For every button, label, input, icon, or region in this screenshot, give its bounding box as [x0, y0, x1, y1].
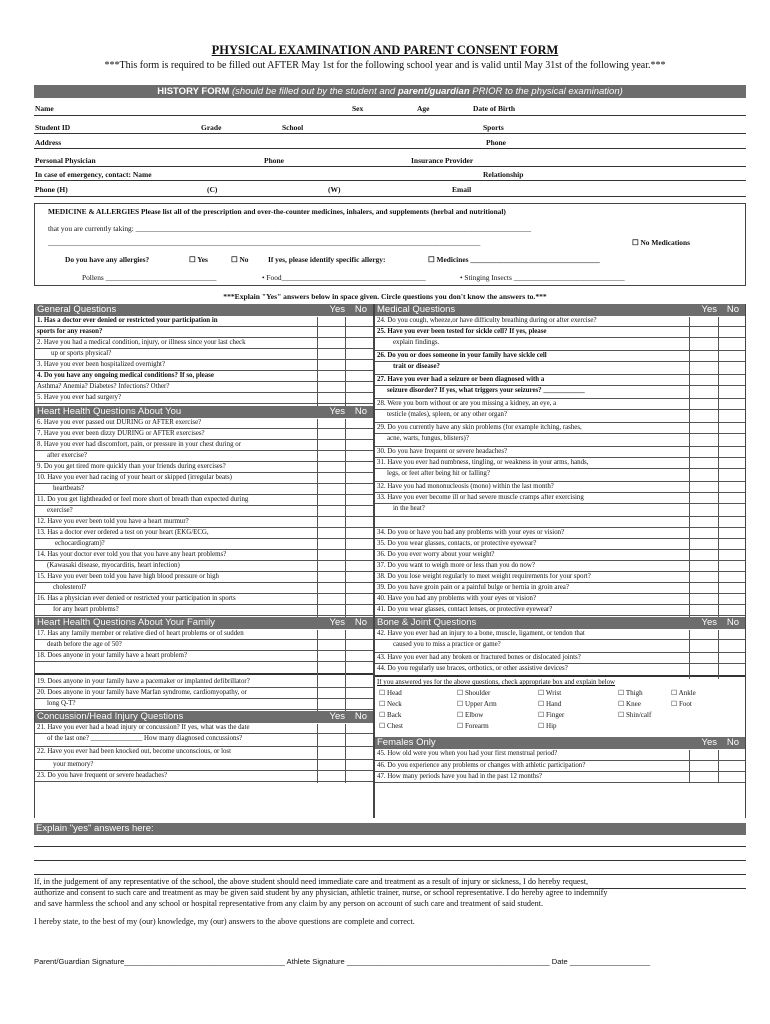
q1-row-cont[interactable]: sports for any reason?: [35, 328, 373, 338]
q22-row-cont[interactable]: your memory?: [35, 761, 373, 771]
q31-row[interactable]: 31. Have you ever had numbness, tingling, or weakness in your arms, hands,: [375, 459, 745, 469]
elbow-checkbox[interactable]: ☐ Elbow: [457, 711, 484, 719]
q25-row[interactable]: 25. Have you ever been tested for sickle cell? If yes, please: [375, 328, 745, 338]
phone-cell-label: (C): [207, 185, 218, 194]
q22-row[interactable]: 22. Have you ever had been knocked out, become unconscious, or lost: [35, 748, 373, 760]
medicine-extra-line[interactable]: _____________________________________________________________________________________________________________________: [48, 238, 481, 247]
chest-checkbox[interactable]: ☐ Chest: [379, 722, 403, 730]
q17-row[interactable]: 17. Has any family member or relative died of heart problems or of sudden: [35, 630, 373, 640]
phone-work-label: (W): [328, 185, 341, 194]
name-label: Name: [35, 104, 54, 113]
q27-row-cont[interactable]: seizure disorder? If yes, what triggers your seizures? ____________: [375, 387, 745, 399]
q2-row-cont[interactable]: up or sports physical?: [35, 350, 373, 360]
q30-row[interactable]: 30. Do you have frequent or severe headaches?: [375, 448, 745, 458]
q31-row-cont[interactable]: legs, or feet after being hit or falling?: [375, 470, 745, 482]
grade-label: Grade: [201, 123, 222, 132]
sports-label: Sports: [483, 123, 504, 132]
q14-row[interactable]: 14. Has your doctor ever told you that you have any heart problems?: [35, 551, 373, 561]
heart-health-header: Heart Health Questions About You Yes No: [35, 406, 373, 418]
hand-checkbox[interactable]: ☐ Hand: [538, 700, 562, 708]
answer-line-1[interactable]: [34, 846, 746, 847]
q45-row[interactable]: 45. How old were you when you had your first menstrual period?: [375, 750, 745, 761]
q4-row[interactable]: 4. Do you have any ongoing medical conditions? If so, please: [35, 372, 373, 382]
bone-note: If you answered yes for the above questions, check appropriate box and explain below: [377, 679, 616, 686]
q29-row-cont[interactable]: acne, warts, fungus, blisters)?: [375, 435, 745, 447]
physician-phone-label: Phone: [264, 156, 285, 165]
q43-row[interactable]: 43. Have you ever had any broken or fractured bones or dislocated joints?: [375, 654, 745, 664]
q20-row[interactable]: 20. Does anyone in your family have Marfan syndrome, cardiomyopathy, or: [35, 689, 373, 699]
q28-row-cont[interactable]: testicle (males), spleen, or any other organ?: [375, 411, 745, 423]
answer-line-2[interactable]: [34, 860, 746, 861]
q40-row[interactable]: 40. Have you had any problems with your eyes or vision?: [375, 595, 745, 605]
q42-row-cont[interactable]: caused you to miss a practice or game?: [375, 641, 745, 653]
family-heart-header: Heart Health Questions About Your Family Yes No: [35, 617, 373, 629]
shoulder-checkbox[interactable]: ☐ Shoulder: [457, 689, 491, 697]
student-id-label: Student ID: [35, 123, 71, 132]
females-only-header: Females Only Yes No: [375, 737, 745, 749]
medicines-allergy-checkbox[interactable]: ☐ Medicines ___________________________________: [428, 255, 600, 264]
q21-row-cont[interactable]: of the last one? _______________ How many diagnosed concussions?: [35, 735, 373, 747]
q35-row[interactable]: 35. Do you wear glasses, contacts, or protective eyewear?: [375, 540, 745, 550]
q13-row-cont[interactable]: echocardiogram)?: [35, 540, 373, 550]
q47-row[interactable]: 47. How many periods have you had in the past 12 months?: [375, 773, 745, 783]
q13-row[interactable]: 13. Has a doctor ever ordered a test on your heart (EKG/ECG,: [35, 529, 373, 539]
q38-row[interactable]: 38. Do you lose weight regularly to meet weight requirements for your sport?: [375, 573, 745, 583]
form-title: PHYSICAL EXAMINATION AND PARENT CONSENT FORM: [211, 43, 559, 57]
q23-row[interactable]: 23. Do you have frequent or severe headaches?: [35, 772, 373, 782]
dob-label: Date of Birth: [473, 104, 516, 113]
q21-row[interactable]: 21. Have you ever had a head injury or concussion? If yes, what was the date: [35, 724, 373, 734]
q46-row[interactable]: 46. Do you experience any problems or changes with athletic participation?: [375, 762, 745, 772]
consent-paragraph: If, in the judgement of any representative of the school, the above student should need immediate care and treatment as a result of injury or sickness, I do hereby request, authorize and consent to such care and treatment as may be given said student by any physician, athletic trainer, nurse, or school representative. I do hereby agree to indemnify and save harmless the school and any school or hospital representative from any claim by any person on account of such care and treatment of said student.: [34, 877, 608, 908]
q8-row-cont[interactable]: after exercise?: [35, 452, 373, 462]
q42-row[interactable]: 42. Have you ever had an injury to a bone, muscle, ligament, or tendon that: [375, 630, 745, 640]
medicine-taking-line[interactable]: that you are currently taking: ___________________________________________________________________________________________________________: [48, 224, 532, 233]
q11-row[interactable]: 11. Do you get lightheaded or feel more short of breath than expected during: [35, 496, 373, 506]
finger-checkbox[interactable]: ☐ Finger: [538, 711, 565, 719]
bone-joint-header: Bone & Joint Questions Yes No: [375, 617, 745, 629]
no-medications-checkbox[interactable]: ☐ No Medications: [632, 238, 690, 247]
emergency-contact-label: In case of emergency, contact: Name: [35, 170, 152, 179]
explain-answers-header: Explain "yes" answers here:: [34, 823, 746, 835]
q32-row[interactable]: 32. Have you had mononucleosis (mono) within the last month?: [375, 483, 745, 493]
allergy-identify-label: If yes, please identify specific allergy:: [268, 255, 386, 264]
q25-row-cont[interactable]: explain findings.: [375, 339, 745, 351]
general-questions-header: General Questions Yes No: [35, 304, 373, 316]
back-checkbox[interactable]: ☐ Back: [379, 711, 402, 719]
q8-row[interactable]: 8. Have you ever had discomfort, pain, or pressure in your chest during or: [35, 441, 373, 451]
q10-row[interactable]: 10. Have you ever had racing of your heart or skipped (irregular beats): [35, 474, 373, 484]
allergies-yes-checkbox[interactable]: ☐ Yes: [189, 255, 208, 264]
right-questions-table: [374, 304, 746, 818]
answer-line-3[interactable]: [34, 874, 746, 875]
neck-checkbox[interactable]: ☐ Neck: [379, 700, 402, 708]
allergies-no-checkbox[interactable]: ☐ No: [231, 255, 249, 264]
age-label: Age: [417, 104, 430, 113]
q16-row-cont[interactable]: for any heart problems?: [35, 606, 373, 616]
q26-row[interactable]: 26. Do you or does someone in your family have sickle cell: [375, 352, 745, 362]
q5-row[interactable]: 5. Have you ever had surgery?: [35, 394, 373, 404]
phone-home-label: Phone (H): [35, 185, 68, 194]
q9-row[interactable]: 9. Do you get tired more quickly than your friends during exercises?: [35, 463, 373, 473]
q26-row-cont[interactable]: trait or disease?: [375, 363, 745, 375]
head-checkbox[interactable]: ☐ Head: [379, 689, 402, 697]
q15-row[interactable]: 15. Have you ever been told you have high blood pressure or high: [35, 573, 373, 583]
forearm-checkbox[interactable]: ☐ Forearm: [457, 722, 489, 730]
ankle-checkbox[interactable]: ☐ Ankle: [671, 689, 696, 697]
relationship-label: Relationship: [483, 170, 524, 179]
thigh-checkbox[interactable]: ☐ Thigh: [618, 689, 643, 697]
left-questions-table: [34, 304, 374, 818]
school-label: School: [282, 123, 304, 132]
q37-row[interactable]: 37. Do you want to weigh more or less than you do now?: [375, 562, 745, 572]
history-form-title: HISTORY FORM: [157, 86, 230, 97]
q1-row[interactable]: 1. Has a doctor ever denied or restricted your participation in: [35, 317, 373, 327]
explain-instructions: ***Explain "Yes" answers below in space given. Circle questions you don't know the answers to.***: [223, 292, 547, 301]
history-form-bar: [34, 85, 746, 98]
q7-row[interactable]: 7. Have you ever been dizzy DURING or AFTER exercises?: [35, 430, 373, 440]
history-form-note: (should be filled out by the student and parent/guardian PRIOR to the physical examination): [232, 86, 623, 97]
address-label: Address: [35, 138, 62, 147]
upper-arm-checkbox[interactable]: ☐ Upper Arm: [457, 700, 497, 708]
q6-row[interactable]: 6. Have you ever passed out DURING or AFTER exercise?: [35, 419, 373, 429]
knee-checkbox[interactable]: ☐ Knee: [618, 700, 641, 708]
medical-questions-header: Medical Questions Yes No: [375, 304, 745, 316]
hip-checkbox[interactable]: ☐ Hip: [538, 722, 557, 730]
foot-checkbox[interactable]: ☐ Foot: [671, 700, 692, 708]
q36-row[interactable]: 36. Do you ever worry about your weight?: [375, 551, 745, 561]
q11-row-cont[interactable]: exercise?: [35, 507, 373, 517]
sex-label: Sex: [352, 104, 364, 113]
allergies-question: Do you have any allergies?: [65, 255, 150, 264]
form-subtitle: ***This form is required to be filled out AFTER May 1st for the following school year and is valid until May 31st of the following year.***: [104, 60, 666, 71]
email-label: Email: [452, 185, 472, 194]
phone-label: Phone: [486, 138, 507, 147]
stinging-insects-field[interactable]: • Stinging Insects ______________________________: [460, 273, 625, 282]
q27-row[interactable]: 27. Have you ever had a seizure or been diagnosed with a: [375, 376, 745, 386]
q28-row[interactable]: 28. Were you born without or are you missing a kidney, an eye, a: [375, 400, 745, 410]
q2-row[interactable]: 2. Have you had a medical condition, injury, or illness since your last check: [35, 339, 373, 349]
q24-row[interactable]: 24. Do you cough, wheeze,or have difficulty breathing during or after exercise?: [375, 317, 745, 327]
wrist-checkbox[interactable]: ☐ Wrist: [538, 689, 562, 697]
q14-row-cont[interactable]: (Kawasaki disease, myocarditis, heart infection): [35, 562, 373, 572]
insurance-label: Insurance Provider: [411, 156, 474, 165]
q12-row[interactable]: 12. Have you ever been told you have a heart murmur?: [35, 518, 373, 528]
q3-row[interactable]: 3. Have you ever been hospitalized overnight?: [35, 361, 373, 371]
food-field[interactable]: • Food_______________________________________: [262, 273, 426, 282]
q18-row[interactable]: 18. Does anyone in your family have a heart problem?: [35, 652, 373, 662]
signature-line[interactable]: Parent/Guardian Signature______________________________________ Athlete Signature ________________________________________________ Date ___________________: [34, 957, 651, 966]
q10-row-cont[interactable]: heartbeats?: [35, 485, 373, 495]
shin-calf-checkbox[interactable]: ☐ Shin/calf: [618, 711, 652, 719]
q17-row-cont[interactable]: death before the age of 50?: [35, 641, 373, 651]
q34-row[interactable]: 34. Do you or have you had any problems with your eyes or vision?: [375, 529, 745, 539]
q29-row[interactable]: 29. Do you currently have any skin problems (for example itching, rashes,: [375, 424, 745, 434]
q18-spacer: [35, 663, 373, 675]
physician-label: Personal Physician: [35, 156, 96, 165]
pollens-field[interactable]: Pollens ______________________________: [82, 273, 217, 282]
concussion-header: Concussion/Head Injury Questions Yes No: [35, 711, 373, 723]
q44-row[interactable]: 44. Do you regularly use braces, orthotics, or other assistive devices?: [375, 665, 745, 677]
q33-row[interactable]: 33. Have you ever become ill or had severe muscle cramps after exercising: [375, 494, 745, 504]
q19-row[interactable]: 19. Does anyone in your family have a pacemaker or implanted defibrillator?: [35, 678, 373, 688]
q41-row[interactable]: 41. Do you wear glasses, contact lenses, or protective eyewear?: [375, 606, 745, 616]
medicine-allergies-box: [34, 203, 746, 286]
q39-row[interactable]: 39. Do you have groin pain or a painful bulge or hernia in groin area?: [375, 584, 745, 594]
q16-row[interactable]: 16. Has a physician ever denied or restricted your participation in sports: [35, 595, 373, 605]
q33-row-cont[interactable]: in the heat?: [375, 505, 745, 517]
certification-statement: I hereby state, to the best of my (our) knowledge, my (our) answers to the above questions are complete and correct.: [34, 917, 415, 926]
q4-row-cont[interactable]: Asthma? Anemia? Diabetes? Infections? Other?: [35, 383, 373, 393]
medicine-instructions: MEDICINE & ALLERGIES Please list all of the prescription and over-the-counter medicines, inhalers, and supplements (herbal and nutritional): [48, 207, 506, 216]
q20-row-cont[interactable]: long Q-T?: [35, 700, 373, 710]
q15-row-cont[interactable]: cholesterol?: [35, 584, 373, 594]
